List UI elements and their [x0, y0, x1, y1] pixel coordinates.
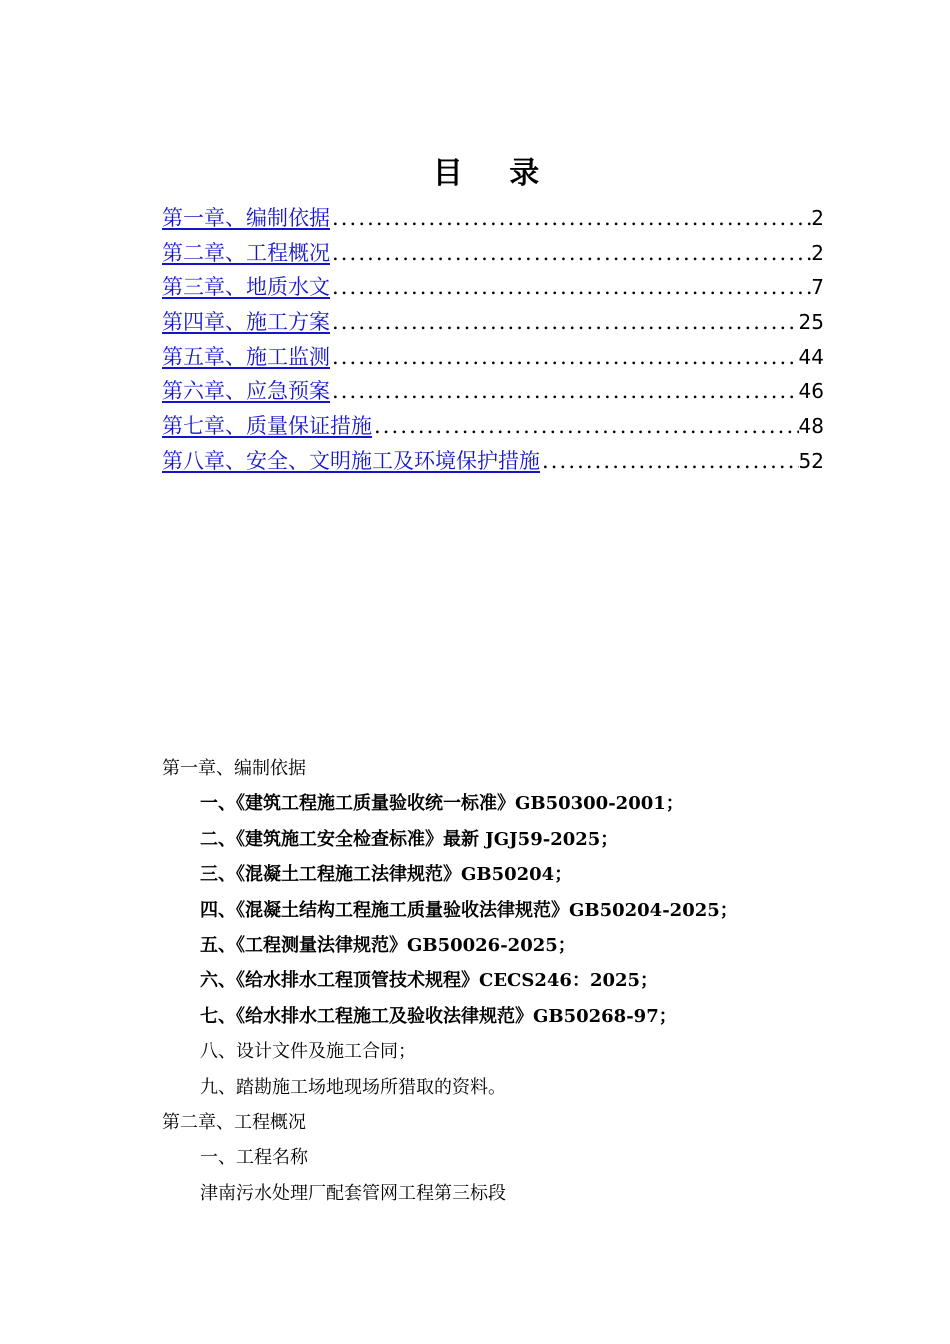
toc-page-number: 2: [811, 240, 824, 265]
toc-entry[interactable]: [162, 236, 824, 271]
reference-item: 四、《混凝土结构工程施工质量验收法律规范》GB50204-2025；: [200, 899, 738, 921]
toc-entry[interactable]: [162, 201, 824, 236]
toc-page-number: 25: [798, 310, 824, 335]
toc-entry[interactable]: [162, 374, 824, 409]
toc-link-chapter-7[interactable]: 第七章、质量保证措施: [162, 414, 372, 439]
toc-entry[interactable]: [162, 270, 824, 305]
reference-item: 五、《工程测量法律规范》GB50026-2025；: [200, 934, 576, 956]
toc-entry[interactable]: [162, 409, 824, 444]
reference-item: 九、踏勘施工场地现场所猎取的资料。: [200, 1076, 506, 1098]
toc-page-number: 46: [798, 379, 824, 404]
toc-link-chapter-4[interactable]: 第四章、施工方案: [162, 310, 330, 335]
toc-leader-dots: [330, 201, 811, 236]
project-name: 津南污水处理厂配套管网工程第三标段: [200, 1182, 506, 1204]
toc-page-number: 48: [798, 414, 824, 439]
toc-link-chapter-8[interactable]: 第八章、安全、文明施工及环境保护措施: [162, 448, 540, 473]
toc-link-chapter-2[interactable]: 第二章、工程概况: [162, 240, 330, 265]
toc-page-number: 7: [811, 275, 824, 300]
toc-link-chapter-6[interactable]: 第六章、应急预案: [162, 379, 330, 404]
chapter-heading: 第二章、工程概况: [162, 1111, 306, 1133]
toc-entry[interactable]: [162, 305, 824, 340]
toc-page-number: 44: [798, 344, 824, 369]
reference-item: 六、《给水排水工程顶管技术规程》CECS246：2025；: [200, 970, 659, 992]
toc-title: 目 录: [432, 156, 558, 191]
toc-entry[interactable]: [162, 340, 824, 375]
toc-leader-dots: [330, 340, 799, 375]
reference-item: 一、《建筑工程施工质量验收统一标准》GB50300-2001；: [200, 793, 684, 815]
toc-page-number: 52: [798, 448, 824, 473]
toc-leader-dots: [372, 409, 799, 444]
toc-leader-dots: [330, 305, 799, 340]
reference-item: 七、《给水排水工程施工及验收法律规范》GB50268-97；: [200, 1005, 677, 1027]
toc-link-chapter-5[interactable]: 第五章、施工监测: [162, 344, 330, 369]
reference-item: 八、设计文件及施工合同；: [200, 1041, 416, 1063]
toc-link-chapter-3[interactable]: 第三章、地质水文: [162, 275, 330, 300]
table-of-contents: [162, 201, 824, 479]
reference-item: 二、《建筑施工安全检查标准》最新 JGJ59-2025；: [200, 828, 619, 850]
document-body: [162, 751, 862, 1211]
toc-link-chapter-1[interactable]: 第一章、编制依据: [162, 206, 330, 230]
toc-leader-dots: [540, 444, 799, 479]
toc-page-number: 2: [811, 206, 824, 230]
toc-leader-dots: [330, 374, 799, 409]
toc-leader-dots: [330, 270, 811, 305]
toc-entry[interactable]: [162, 444, 824, 479]
toc-leader-dots: [330, 236, 811, 271]
reference-item: 三、《混凝土工程施工法律规范》GB50204；: [200, 864, 573, 886]
chapter-heading: 第一章、编制依据: [162, 758, 306, 779]
sub-heading: 一、工程名称: [200, 1147, 308, 1169]
